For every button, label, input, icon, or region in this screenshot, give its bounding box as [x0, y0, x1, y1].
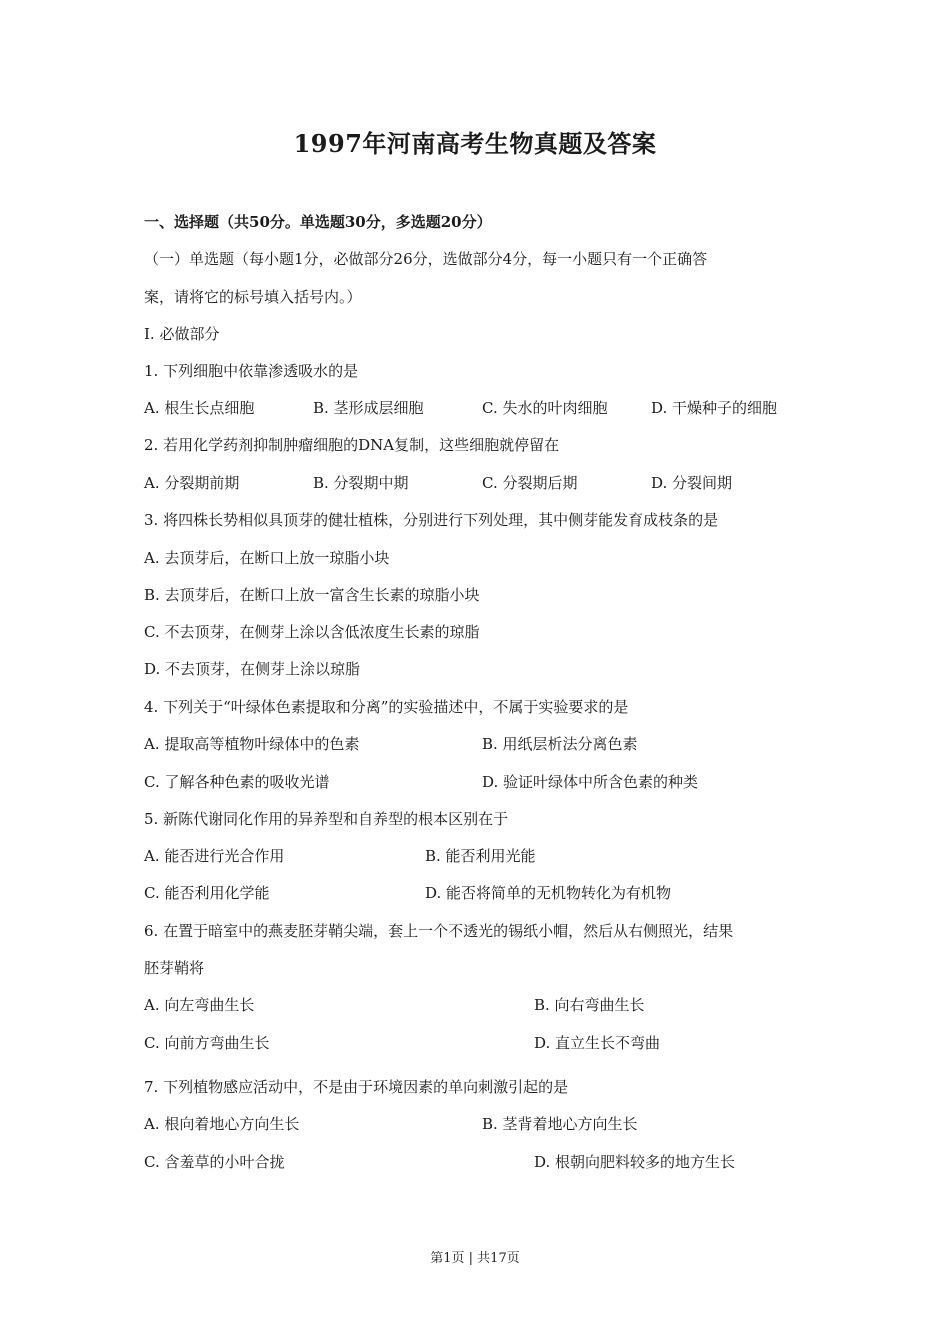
question-2-option-c: C. 分裂期后期 — [482, 474, 578, 492]
question-4-option-c: C. 了解各种色素的吸收光谱 — [144, 773, 330, 791]
instructions-line-1: （一）单选题（每小题1分，必做部分26分，选做部分4分，每一小题只有一个正确答 — [144, 250, 708, 268]
question-5-stem: 5. 新陈代谢同化作用的异养型和自养型的根本区别在于 — [144, 810, 509, 828]
question-6-stem: 6. 在置于暗室中的燕麦胚芽鞘尖端，套上一个不透光的锡纸小帽，然后从右侧照光，结果 — [144, 922, 734, 940]
question-3-option-d: D. 不去顶芽，在侧芽上涂以琼脂 — [144, 660, 361, 678]
question-7-option-a: A. 根向着地心方向生长 — [144, 1115, 300, 1133]
instructions-line-2: 案，请将它的标号填入括号内。） — [144, 288, 362, 306]
question-3-option-a: A. 去顶芽后，在断口上放一琼脂小块 — [144, 549, 390, 567]
question-4-option-b: B. 用纸层析法分离色素 — [482, 735, 638, 753]
question-1-option-c: C. 失水的叶肉细胞 — [482, 399, 608, 417]
question-5-option-b: B. 能否利用光能 — [425, 847, 536, 865]
question-6-option-c: C. 向前方弯曲生长 — [144, 1034, 270, 1052]
question-4-option-d: D. 验证叶绿体中所含色素的种类 — [482, 773, 699, 791]
question-5-option-a: A. 能否进行光合作用 — [144, 847, 285, 865]
question-3-stem: 3. 将四株长势相似具顶芽的健壮植株，分别进行下列处理，其中侧芽能发育成枝条的是 — [144, 511, 719, 529]
question-6-option-a: A. 向左弯曲生长 — [144, 996, 255, 1014]
document-title: 1997年河南高考生物真题及答案 — [293, 129, 657, 158]
question-6-option-d: D. 直立生长不弯曲 — [534, 1034, 661, 1052]
question-3-option-b: B. 去顶芽后，在断口上放一富含生长素的琼脂小块 — [144, 586, 480, 604]
question-7-option-d: D. 根朝向肥料较多的地方生长 — [534, 1153, 736, 1171]
question-2-option-b: B. 分裂期中期 — [313, 474, 409, 492]
question-5-option-d: D. 能否将简单的无机物转化为有机物 — [425, 884, 672, 902]
question-1-option-a: A. 根生长点细胞 — [144, 399, 255, 417]
part-heading: I. 必做部分 — [144, 325, 220, 343]
question-1-option-b: B. 茎形成层细胞 — [313, 399, 424, 417]
question-2-option-a: A. 分裂期前期 — [144, 474, 240, 492]
question-6-stem-continued: 胚芽鞘将 — [144, 959, 205, 977]
question-7-stem: 7. 下列植物感应活动中，不是由于环境因素的单向刺激引起的是 — [144, 1078, 569, 1096]
question-2-option-d: D. 分裂间期 — [651, 474, 733, 492]
question-7-option-c: C. 含羞草的小叶合拢 — [144, 1153, 285, 1171]
question-1-stem: 1. 下列细胞中依靠渗透吸水的是 — [144, 362, 359, 380]
question-4-stem: 4. 下列关于“叶绿体色素提取和分离”的实验描述中，不属于实验要求的是 — [144, 698, 629, 716]
section-heading: 一、选择题（共50分。单选题30分，多选题20分） — [144, 213, 492, 231]
question-6-option-b: B. 向右弯曲生长 — [534, 996, 645, 1014]
question-7-option-b: B. 茎背着地心方向生长 — [482, 1115, 638, 1133]
question-1-option-d: D. 干燥种子的细胞 — [651, 399, 778, 417]
question-3-option-c: C. 不去顶芽，在侧芽上涂以含低浓度生长素的琼脂 — [144, 623, 480, 641]
question-4-option-a: A. 提取高等植物叶绿体中的色素 — [144, 735, 360, 753]
question-5-option-c: C. 能否利用化学能 — [144, 884, 270, 902]
question-2-stem: 2. 若用化学药剂抑制肿瘤细胞的DNA复制，这些细胞就停留在 — [144, 436, 560, 454]
page-footer: 第1页 | 共17页 — [430, 1251, 520, 1266]
